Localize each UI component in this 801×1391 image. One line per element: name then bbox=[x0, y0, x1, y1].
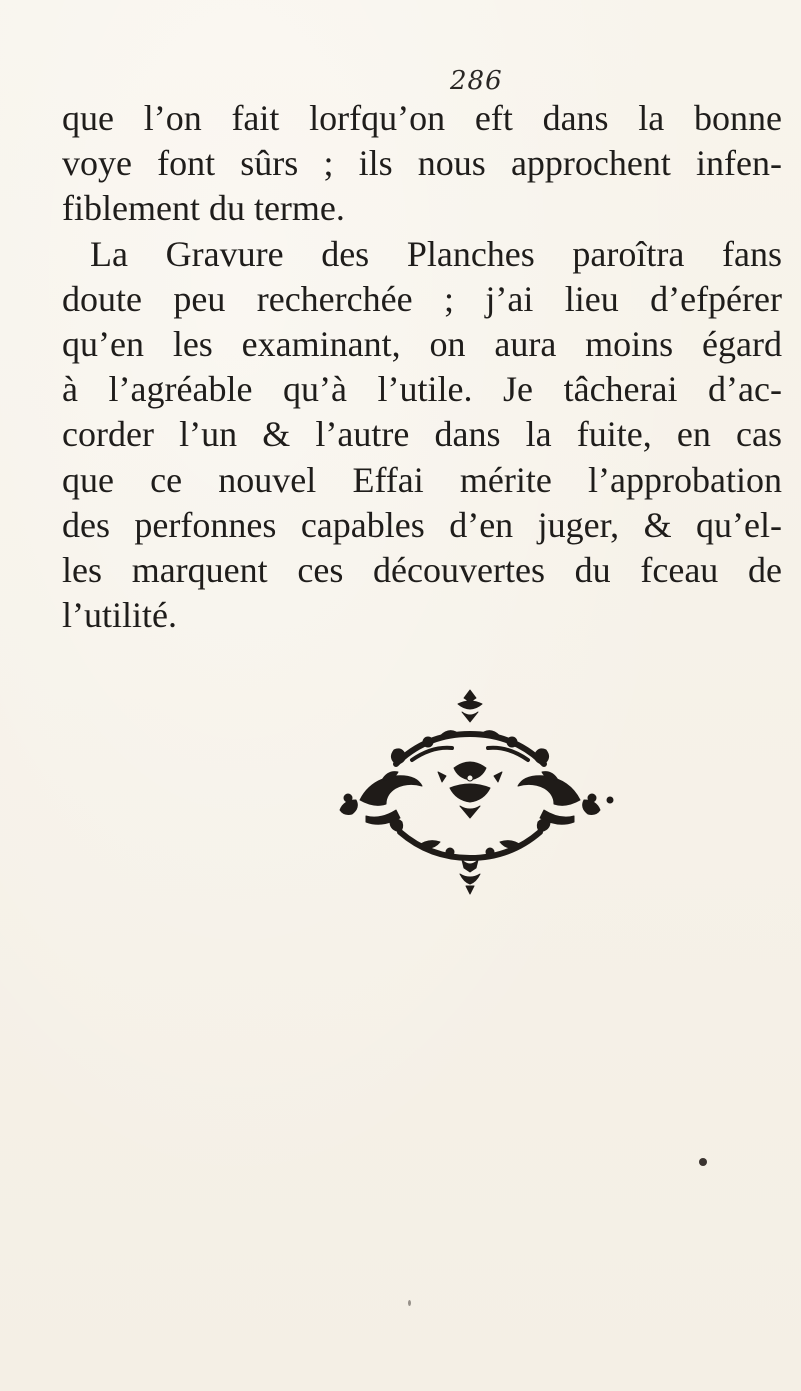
text-line: fiblement du terme. bbox=[62, 188, 345, 229]
body-text bbox=[62, 96, 782, 638]
paper-speck bbox=[699, 1158, 707, 1166]
upper-arch bbox=[396, 734, 544, 764]
text-line: que ce nouvel Effai mérite l’approbation bbox=[62, 459, 782, 500]
central-motif bbox=[438, 762, 502, 818]
right-wing bbox=[518, 772, 613, 825]
text-line: qu’en les examinant, on aura moins égard bbox=[62, 324, 782, 365]
left-wing bbox=[340, 772, 422, 825]
text-line: des perfonnes capables d’en juger, & qu’el- bbox=[62, 504, 782, 545]
fleuron-ornament bbox=[300, 660, 640, 900]
text-line: corder l’un & l’autre dans la fuite, en cas bbox=[62, 414, 782, 455]
text-line: La Gravure des Planches paroîtra fans bbox=[90, 233, 782, 274]
page-number: 286 bbox=[450, 66, 503, 96]
text-line: l’utilité. bbox=[62, 595, 177, 636]
text-line: voye font sûrs ; ils nous approchent infen- bbox=[62, 143, 782, 184]
top-finial bbox=[458, 690, 482, 722]
lower-arch-scrolls bbox=[390, 819, 550, 856]
text-line: doute peu recherchée ; j’ai lieu d’efpérer bbox=[62, 278, 782, 319]
text-line: les marquent ces découvertes du fceau de bbox=[62, 550, 782, 591]
paper-speck bbox=[408, 1300, 411, 1306]
text-line: à l’agréable qu’à l’utile. Je tâcherai d’ac- bbox=[62, 369, 782, 410]
text-line: que l’on fait lorfqu’on eft dans la bonne bbox=[62, 98, 782, 138]
bottom-finial bbox=[460, 860, 480, 894]
